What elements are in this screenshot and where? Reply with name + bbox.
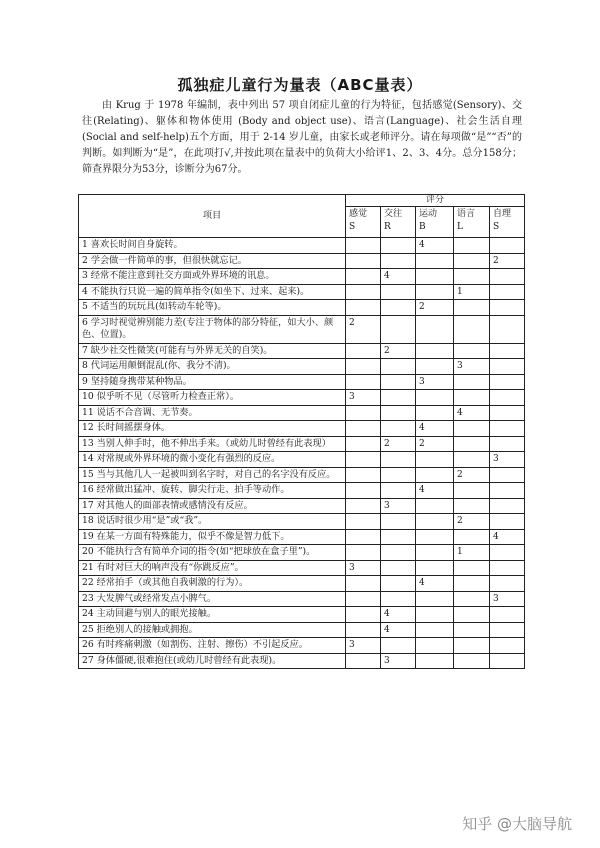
table-row xyxy=(79,607,525,623)
item-text: 9 坚持随身携带某种物品。 xyxy=(79,374,346,390)
item-text: 16 经常做出猛冲、旋转、脚尖行走、拍手等动作。 xyxy=(79,483,346,499)
score-cell: 2 xyxy=(416,300,454,316)
score-cell xyxy=(381,359,416,375)
score-cell xyxy=(346,467,381,483)
score-cell xyxy=(346,436,381,452)
score-cell xyxy=(416,253,454,269)
item-text: 23 大发脾气或经常发点小脾气。 xyxy=(79,591,346,607)
score-cell: 4 xyxy=(416,238,454,254)
table-row xyxy=(79,498,525,514)
score-cell xyxy=(381,545,416,561)
item-text: 7 缺少社交性微笑(可能有与外界无关的自笑)。 xyxy=(79,343,346,359)
score-cell xyxy=(381,560,416,576)
item-text: 1 喜欢长时间自身旋转。 xyxy=(79,238,346,254)
item-text: 5 不适当的玩玩具(如转动车轮等)。 xyxy=(79,300,346,316)
abc-scale-table xyxy=(78,194,525,669)
category-name: 感觉 xyxy=(349,209,368,219)
score-cell xyxy=(454,529,490,545)
item-text: 12 长时间摇摆身体。 xyxy=(79,421,346,437)
table-row xyxy=(79,315,525,343)
score-cell xyxy=(490,238,525,254)
score-cell xyxy=(416,359,454,375)
table-row xyxy=(79,238,525,254)
score-cell xyxy=(381,529,416,545)
score-cell xyxy=(381,253,416,269)
score-cell xyxy=(454,653,490,669)
score-cell xyxy=(490,576,525,592)
score-cell xyxy=(346,529,381,545)
category-header xyxy=(490,207,525,238)
table-row xyxy=(79,529,525,545)
score-cell xyxy=(490,638,525,654)
score-cell: 2 xyxy=(454,467,490,483)
table-row xyxy=(79,374,525,390)
score-cell xyxy=(381,591,416,607)
score-cell xyxy=(346,238,381,254)
score-cell xyxy=(416,315,454,343)
score-cell xyxy=(346,343,381,359)
score-cell xyxy=(346,374,381,390)
category-name: 自理 xyxy=(493,209,512,219)
table-row xyxy=(79,300,525,316)
score-cell xyxy=(346,284,381,300)
item-text: 19 在某一方面有特殊能力，似乎不像是智力低下。 xyxy=(79,529,346,545)
score-cell: 2 xyxy=(416,436,454,452)
score-cell xyxy=(381,483,416,499)
score-cell xyxy=(416,529,454,545)
item-text: 15 当与其他几人一起被叫到名字时，对自己的名字没有反应。 xyxy=(79,467,346,483)
table-row xyxy=(79,638,525,654)
score-cell xyxy=(416,467,454,483)
category-name: 语言 xyxy=(457,209,476,219)
score-cell xyxy=(346,421,381,437)
score-cell: 3 xyxy=(416,374,454,390)
score-cell xyxy=(490,498,525,514)
score-cell xyxy=(490,405,525,421)
score-cell xyxy=(454,300,490,316)
score-cell: 4 xyxy=(381,607,416,623)
category-code: B xyxy=(419,222,426,232)
score-cell: 3 xyxy=(346,638,381,654)
item-text: 3 经常不能注意到社交方面或外界环境的讯息。 xyxy=(79,269,346,285)
score-cell: 4 xyxy=(416,576,454,592)
score-cell: 2 xyxy=(490,253,525,269)
score-cell: 2 xyxy=(454,514,490,530)
intro-text: 由 Krug 于 1978 年编制，表中列出 57 项自闭症儿童的行为特征，包括感觉(Sensory)、交往(Relating)、躯体和物体使用 (Body and object use)、语言(Language)、社会生活自理(Social and self-help)五个方面，用于 2-14 岁儿童，由家长或老师评分。请在每项做“是”“否”的判断。如判断为“是”，在此项打√,并按此项在量表中的负荷大小给评1、2、3、4分。总分158分；筛查界限分为53分，诊断分为67分。 xyxy=(82,100,522,175)
score-cell xyxy=(490,467,525,483)
score-cell xyxy=(416,498,454,514)
item-text: 8 代词运用颠倒混乱(你、我分不清)。 xyxy=(79,359,346,375)
category-header xyxy=(454,207,490,238)
score-cell xyxy=(490,315,525,343)
table-row xyxy=(79,653,525,669)
table-row xyxy=(79,343,525,359)
watermark xyxy=(462,813,572,834)
table-row xyxy=(79,591,525,607)
score-cell xyxy=(346,483,381,499)
score-cell xyxy=(346,653,381,669)
score-cell: 3 xyxy=(381,498,416,514)
score-cell xyxy=(454,638,490,654)
score-cell: 4 xyxy=(381,269,416,285)
score-cell: 1 xyxy=(454,545,490,561)
score-cell xyxy=(454,374,490,390)
item-text: 10 似乎听不见（尽管听力检查正常）。 xyxy=(79,390,346,406)
category-code: R xyxy=(384,222,391,232)
table-row xyxy=(79,467,525,483)
score-cell xyxy=(381,315,416,343)
score-cell xyxy=(346,622,381,638)
score-cell xyxy=(346,269,381,285)
score-cell xyxy=(416,343,454,359)
score-cell xyxy=(381,374,416,390)
table-row xyxy=(79,452,525,468)
score-cell xyxy=(381,638,416,654)
score-cell xyxy=(490,653,525,669)
category-name: 交往 xyxy=(384,209,403,219)
score-cell xyxy=(416,269,454,285)
table-header-row xyxy=(79,195,525,207)
score-cell xyxy=(454,498,490,514)
score-cell xyxy=(454,591,490,607)
table-row xyxy=(79,560,525,576)
score-cell xyxy=(346,405,381,421)
table-body xyxy=(79,238,525,669)
score-cell: 3 xyxy=(381,653,416,669)
score-cell xyxy=(346,545,381,561)
score-cell xyxy=(490,390,525,406)
table-row xyxy=(79,483,525,499)
table-row xyxy=(79,545,525,561)
score-cell xyxy=(346,591,381,607)
intro-paragraph xyxy=(82,98,522,178)
score-cell xyxy=(490,284,525,300)
item-text: 27 身体僵硬,很难抱住(或幼儿时曾经有此表现)。 xyxy=(79,653,346,669)
score-cell xyxy=(490,483,525,499)
item-text: 25 拒绝别人的接触或拥抱。 xyxy=(79,622,346,638)
item-text: 24 主动回避与别人的眼光接触。 xyxy=(79,607,346,623)
score-cell xyxy=(490,545,525,561)
table-row xyxy=(79,284,525,300)
score-cell xyxy=(381,514,416,530)
score-cell xyxy=(416,545,454,561)
score-cell xyxy=(346,498,381,514)
score-cell xyxy=(454,483,490,499)
table-row xyxy=(79,390,525,406)
score-cell xyxy=(416,622,454,638)
table-row xyxy=(79,421,525,437)
score-cell xyxy=(490,421,525,437)
score-cell xyxy=(381,300,416,316)
score-cell: 2 xyxy=(346,315,381,343)
item-text: 20 不能执行含有简单介词的指令(如“把球放在盒子里”)。 xyxy=(79,545,346,561)
table-row xyxy=(79,269,525,285)
score-cell xyxy=(454,253,490,269)
score-cell xyxy=(454,560,490,576)
score-cell xyxy=(490,514,525,530)
score-cell xyxy=(416,452,454,468)
category-header xyxy=(416,207,454,238)
category-name: 运动 xyxy=(419,209,438,219)
score-cell xyxy=(490,300,525,316)
score-cell xyxy=(346,607,381,623)
score-cell: 3 xyxy=(490,452,525,468)
score-cell xyxy=(346,514,381,530)
score-cell: 4 xyxy=(416,483,454,499)
score-cell xyxy=(454,622,490,638)
score-cell: 3 xyxy=(454,359,490,375)
category-header xyxy=(381,207,416,238)
score-cell xyxy=(454,269,490,285)
item-text: 22 经常拍手（或其他自我刺激的行为）。 xyxy=(79,576,346,592)
score-cell xyxy=(416,390,454,406)
score-cell xyxy=(454,343,490,359)
item-text: 4 不能执行只说一遍的简单指令(如坐下、过来、起来)。 xyxy=(79,284,346,300)
score-cell xyxy=(454,607,490,623)
score-cell xyxy=(490,269,525,285)
score-cell: 3 xyxy=(346,560,381,576)
score-cell xyxy=(454,576,490,592)
score-cell xyxy=(454,421,490,437)
score-cell xyxy=(381,452,416,468)
score-cell xyxy=(490,343,525,359)
score-cell xyxy=(454,238,490,254)
score-cell xyxy=(416,638,454,654)
score-cell xyxy=(381,421,416,437)
score-cell xyxy=(416,514,454,530)
table-row xyxy=(79,253,525,269)
score-cell: 3 xyxy=(346,390,381,406)
score-cell xyxy=(490,560,525,576)
score-cell xyxy=(416,405,454,421)
table-row xyxy=(79,514,525,530)
score-cell xyxy=(490,622,525,638)
score-cell xyxy=(346,253,381,269)
score-cell xyxy=(454,390,490,406)
item-text: 21 有时对巨大的响声没有“你跳反应”。 xyxy=(79,560,346,576)
table-row xyxy=(79,436,525,452)
score-cell: 4 xyxy=(454,405,490,421)
item-text: 14 对常规或外界环境的微小变化有强烈的反应。 xyxy=(79,452,346,468)
score-cell xyxy=(416,653,454,669)
item-column-header: 项目 xyxy=(79,195,346,238)
score-cell xyxy=(454,452,490,468)
score-cell: 2 xyxy=(381,436,416,452)
watermark-text: 知乎 @大脑导航 xyxy=(462,815,572,833)
table-row xyxy=(79,359,525,375)
score-column-header: 评分 xyxy=(346,195,525,207)
score-cell: 1 xyxy=(454,284,490,300)
category-code: S xyxy=(349,222,356,232)
score-cell xyxy=(454,315,490,343)
score-cell xyxy=(454,436,490,452)
score-cell xyxy=(416,607,454,623)
score-cell xyxy=(346,359,381,375)
score-cell xyxy=(381,238,416,254)
score-cell xyxy=(490,359,525,375)
item-text: 26 有时疼痛刺激（如割伤、注射、擦伤）不引起反应。 xyxy=(79,638,346,654)
item-text: 6 学习时视觉辨别能力差(专注于物体的部分特征，如大小、颜色、位置)。 xyxy=(79,315,346,343)
score-cell xyxy=(416,284,454,300)
table-row xyxy=(79,576,525,592)
document-title: 孤独症儿童行为量表（ABC量表） xyxy=(177,76,423,94)
score-cell xyxy=(490,374,525,390)
score-cell: 4 xyxy=(381,622,416,638)
category-code: L xyxy=(457,222,463,232)
table-row xyxy=(79,622,525,638)
score-cell xyxy=(381,576,416,592)
table-row xyxy=(79,405,525,421)
score-cell xyxy=(381,467,416,483)
score-cell xyxy=(381,284,416,300)
score-cell: 4 xyxy=(490,529,525,545)
category-header xyxy=(346,207,381,238)
score-cell xyxy=(416,560,454,576)
score-cell xyxy=(346,576,381,592)
score-cell xyxy=(490,607,525,623)
score-cell xyxy=(346,452,381,468)
score-cell xyxy=(381,405,416,421)
score-cell: 3 xyxy=(490,591,525,607)
category-code: S xyxy=(493,222,500,232)
score-cell: 4 xyxy=(416,421,454,437)
score-cell xyxy=(416,591,454,607)
item-text: 13 当别人伸手时，他不伸出手来。（或幼儿时曾经有此表现） xyxy=(79,436,346,452)
item-text: 2 学会做一件简单的事，但很快就忘记。 xyxy=(79,253,346,269)
score-cell xyxy=(381,390,416,406)
score-cell: 2 xyxy=(381,343,416,359)
item-text: 17 对其他人的面部表情或感情没有反应。 xyxy=(79,498,346,514)
score-cell xyxy=(490,436,525,452)
score-cell xyxy=(346,300,381,316)
item-text: 11 说话不合音调、无节奏。 xyxy=(79,405,346,421)
item-text: 18 说话时很少用“是”或“我”。 xyxy=(79,514,346,530)
